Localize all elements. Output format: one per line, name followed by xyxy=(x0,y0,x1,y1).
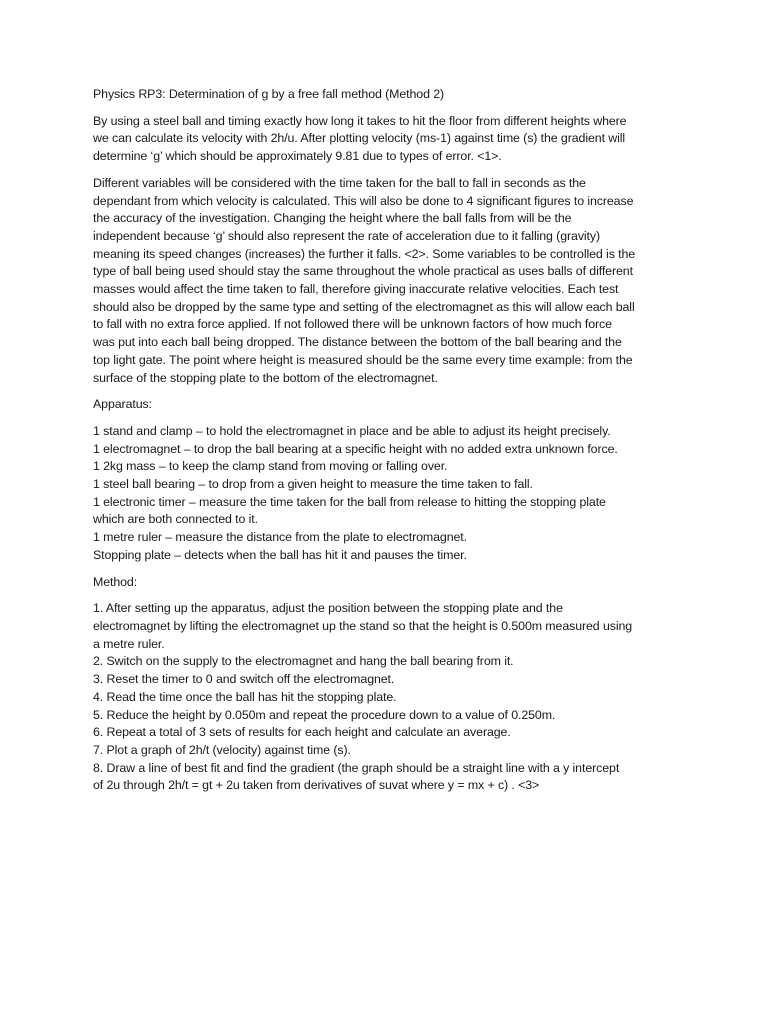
method-step: 2. Switch on the supply to the electromagnet and hang the ball bearing from it. xyxy=(93,654,514,669)
document-title xyxy=(93,86,683,104)
title-line: Physics RP3: Determination of g by a free fall method (Method 2) xyxy=(93,87,445,101)
apparatus-item: 1 steel ball bearing – to drop from a given height to measure the time taken to fall. xyxy=(93,477,533,492)
variables-line: was put into each ball being dropped. The distance between the bottom of the ball bearing and the xyxy=(93,335,622,350)
apparatus-item: Stopping plate – detects when the ball has hit it and pauses the timer. xyxy=(93,547,467,562)
document-body xyxy=(93,86,683,804)
apparatus-item: 1 metre ruler – measure the distance from the plate to electromagnet. xyxy=(93,530,467,545)
variables-line: masses would affect the time taken to fall, therefore giving inaccurate relative velocities. Each test xyxy=(93,282,619,297)
intro-line: we can calculate its velocity with 2h/u. After plotting velocity (ms-1) against time (s) the gradient will xyxy=(93,131,626,146)
variables-line: surface of the stopping plate to the bottom of the electromagnet. xyxy=(93,370,438,385)
variables-line: meaning its speed changes (increases) the further it falls. <2>. Some variables to be controlled is the xyxy=(93,246,636,261)
method-step: 5. Reduce the height by 0.050m and repeat the procedure down to a value of 0.250m. xyxy=(93,707,556,722)
apparatus-item: 1 electronic timer – measure the time taken for the ball from release to hitting the stopping plate xyxy=(93,494,606,509)
method-step: 3. Reset the timer to 0 and switch off the electromagnet. xyxy=(93,672,395,687)
intro-paragraph xyxy=(93,113,683,166)
apparatus-heading-text: Apparatus: xyxy=(93,397,152,412)
intro-line: By using a steel ball and timing exactly how long it takes to hit the floor from different heights where xyxy=(93,113,627,128)
apparatus-item: 1 stand and clamp – to hold the electromagnet in place and be able to adjust its height precisely. xyxy=(93,423,611,438)
method-step: 4. Read the time once the ball has hit the stopping plate. xyxy=(93,689,397,704)
method-step: 8. Draw a line of best fit and find the gradient (the graph should be a straight line with a y intercept xyxy=(93,760,620,775)
apparatus-item: 1 electromagnet – to drop the ball bearing at a specific height with no added extra unknown force. xyxy=(93,441,618,456)
variables-line: type of ball being used should stay the same throughout the whole practical as uses balls of different xyxy=(93,264,633,279)
apparatus-item: which are both connected to it. xyxy=(93,512,258,527)
variables-line: top light gate. The point where height is measured should be the same every time example: from the xyxy=(93,352,633,367)
variables-line: the accuracy of the investigation. Changing the height where the ball falls from will be the xyxy=(93,211,572,226)
method-heading xyxy=(93,574,683,592)
method-step: electromagnet by lifting the electromagnet up the stand so that the height is 0.500m measured using xyxy=(93,618,633,633)
method-list xyxy=(93,600,683,795)
variables-line: dependant from which velocity is calculated. This will also be done to 4 significant figures to increase xyxy=(93,193,634,208)
method-step: 6. Repeat a total of 3 sets of results for each height and calculate an average. xyxy=(93,725,511,740)
apparatus-list xyxy=(93,423,683,565)
method-heading-text: Method: xyxy=(93,574,138,589)
variables-line: Different variables will be considered with the time taken for the ball to fall in seconds as the xyxy=(93,175,586,190)
variables-line: should also be dropped by the same type and setting of the electromagnet as this will allow each ball xyxy=(93,299,635,314)
method-step: of 2u through 2h/t = gt + 2u taken from derivatives of suvat where y = mx + c) . <3> xyxy=(93,778,540,793)
method-step: a metre ruler. xyxy=(93,636,165,651)
intro-line: determine ‘g’ which should be approximately 9.81 due to types of error. <1>. xyxy=(93,149,502,164)
apparatus-heading xyxy=(93,396,683,414)
variables-line: to fall with no extra force applied. If not followed there will be unknown factors of how much force xyxy=(93,317,612,332)
apparatus-item: 1 2kg mass – to keep the clamp stand from moving or falling over. xyxy=(93,459,448,474)
variables-paragraph xyxy=(93,175,683,387)
method-step: 1. After setting up the apparatus, adjust the position between the stopping plate and the xyxy=(93,601,563,616)
method-step: 7. Plot a graph of 2h/t (velocity) against time (s). xyxy=(93,742,351,757)
variables-line: independent because ‘g’ should also represent the rate of acceleration due to it falling (gravity) xyxy=(93,228,601,243)
